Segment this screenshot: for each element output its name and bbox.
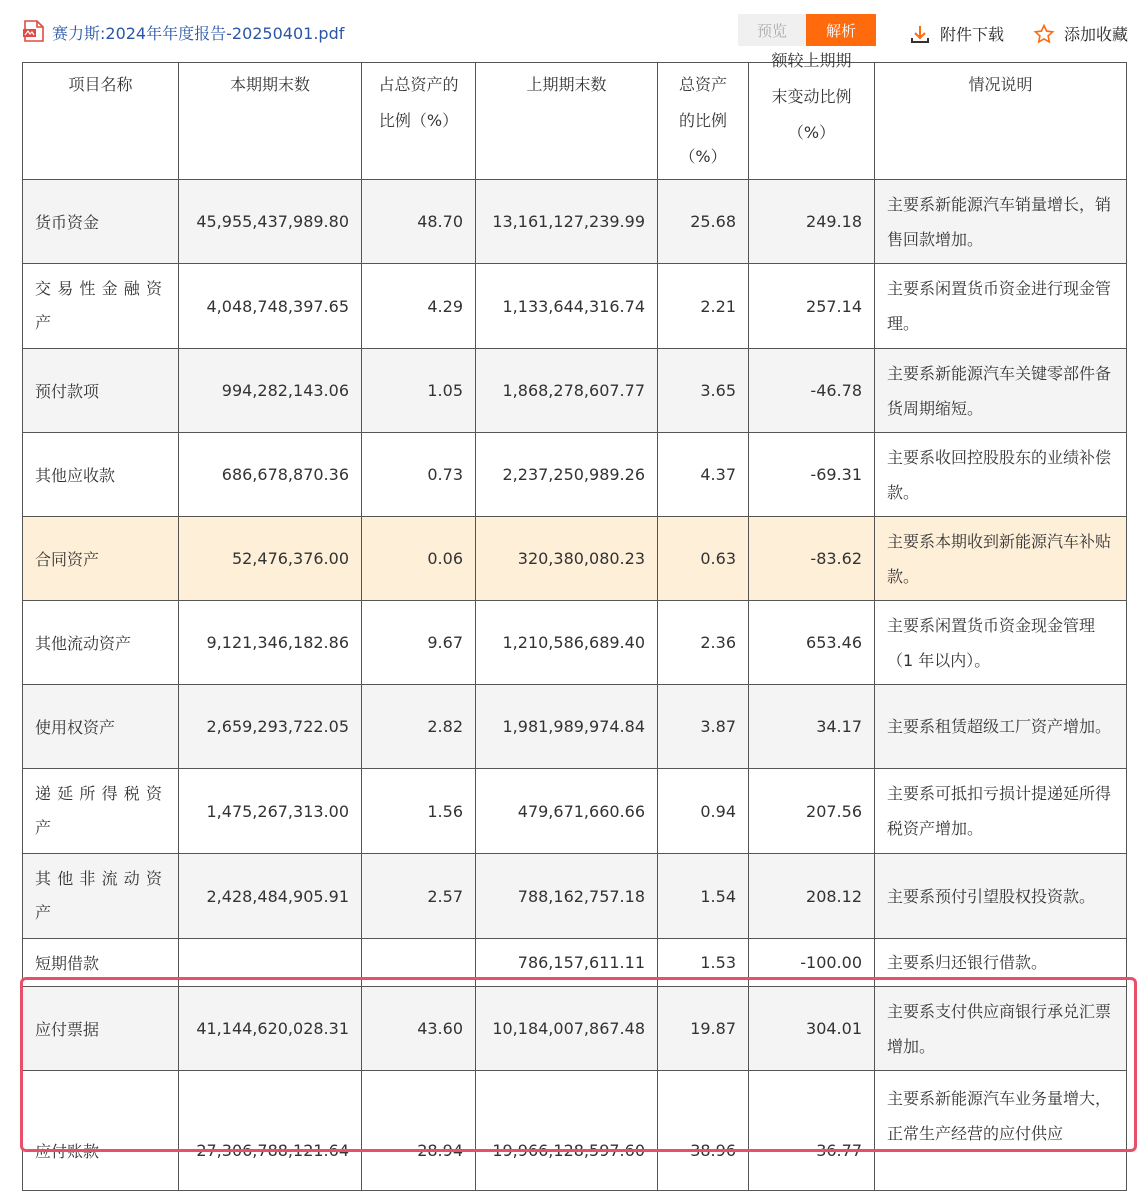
cell-note: 主要系新能源汽车业务量增大，正常生产经营的应付供应 (875, 1071, 1127, 1191)
table-row (23, 349, 1127, 433)
header-current-ratio: 占总资产的 比例（%） (362, 63, 476, 180)
cell-item-name: 交易性金融资产 (23, 264, 179, 349)
cell-previous-amount: 19,966,128,597.60 (476, 1071, 658, 1191)
header-change-ratio: 额较上期期 末变动比例 （%） (749, 63, 875, 180)
cell-item-name: 货币资金 (23, 180, 179, 264)
cell-item-name: 其他应收款 (23, 433, 179, 517)
cell-current-amount: 9,121,346,182.86 (179, 601, 362, 685)
cell-change-ratio: 208.12 (749, 854, 875, 939)
cell-item-name: 预付款项 (23, 349, 179, 433)
cell-current-amount: 2,659,293,722.05 (179, 685, 362, 769)
cell-previous-amount: 788,162,757.18 (476, 854, 658, 939)
cell-current-ratio: 0.06 (362, 517, 476, 601)
table-row (23, 433, 1127, 517)
cell-change-ratio: 34.17 (749, 685, 875, 769)
table-row (23, 601, 1127, 685)
cell-previous-amount: 1,981,989,974.84 (476, 685, 658, 769)
cell-previous-ratio: 4.37 (658, 433, 749, 517)
cell-previous-ratio: 2.36 (658, 601, 749, 685)
cell-current-amount: 27,306,788,121.64 (179, 1071, 362, 1191)
cell-item-name: 应付票据 (23, 987, 179, 1071)
cell-note: 主要系预付引望股权投资款。 (875, 854, 1127, 939)
cell-change-ratio: 207.56 (749, 769, 875, 854)
cell-change-ratio: 304.01 (749, 987, 875, 1071)
table-row (23, 987, 1127, 1071)
asset-liability-table-container (22, 51, 1126, 1161)
cell-current-ratio: 43.60 (362, 987, 476, 1071)
cell-current-amount: 4,048,748,397.65 (179, 264, 362, 349)
cell-current-amount: 45,955,437,989.80 (179, 180, 362, 264)
cell-item-name: 递延所得税资产 (23, 769, 179, 854)
cell-note: 主要系新能源汽车关键零部件备货周期缩短。 (875, 349, 1127, 433)
cell-note: 主要系本期收到新能源汽车补贴款。 (875, 517, 1127, 601)
cell-current-ratio: 4.29 (362, 264, 476, 349)
table-row (23, 1071, 1127, 1191)
table-row (23, 180, 1127, 264)
cell-previous-amount: 320,380,080.23 (476, 517, 658, 601)
cell-previous-amount: 1,210,586,689.40 (476, 601, 658, 685)
cell-current-ratio: 9.67 (362, 601, 476, 685)
table-row (23, 854, 1127, 939)
cell-current-ratio: 0.73 (362, 433, 476, 517)
cell-current-ratio: 48.70 (362, 180, 476, 264)
cell-previous-ratio: 1.54 (658, 854, 749, 939)
header-note: 情况说明 (875, 63, 1127, 180)
cell-previous-ratio: 0.94 (658, 769, 749, 854)
add-favorite-button[interactable] (1034, 22, 1128, 45)
cell-current-amount: 994,282,143.06 (179, 349, 362, 433)
cell-current-ratio: 2.57 (362, 854, 476, 939)
cell-previous-ratio: 0.63 (658, 517, 749, 601)
cell-previous-amount: 786,157,611.11 (476, 939, 658, 987)
cell-previous-ratio: 38.96 (658, 1071, 749, 1191)
cell-change-ratio: -100.00 (749, 939, 875, 987)
view-mode-toggle (738, 14, 876, 46)
cell-change-ratio: 36.77 (749, 1071, 875, 1191)
header-item-name: 项目名称 (23, 63, 179, 180)
cell-current-ratio (362, 939, 476, 987)
cell-note: 主要系闲置货币资金进行现金管理。 (875, 264, 1127, 349)
cell-previous-amount: 479,671,660.66 (476, 769, 658, 854)
favorite-label: 添加收藏 (1064, 25, 1129, 44)
cell-change-ratio: 653.46 (749, 601, 875, 685)
table-row (23, 264, 1127, 349)
cell-previous-amount: 2,237,250,989.26 (476, 433, 658, 517)
cell-current-amount: 1,475,267,313.00 (179, 769, 362, 854)
top-bar (0, 0, 1143, 62)
table-row (23, 769, 1127, 854)
preview-button[interactable]: 预览 (738, 14, 806, 46)
cell-previous-ratio: 3.65 (658, 349, 749, 433)
table-row (23, 939, 1127, 987)
cell-change-ratio: 249.18 (749, 180, 875, 264)
cell-note: 主要系支付供应商银行承兑汇票增加。 (875, 987, 1127, 1071)
cell-current-amount: 41,144,620,028.31 (179, 987, 362, 1071)
cell-note: 主要系收回控股股东的业绩补偿款。 (875, 433, 1127, 517)
cell-note: 主要系归还银行借款。 (875, 939, 1127, 987)
cell-note: 主要系租赁超级工厂资产增加。 (875, 685, 1127, 769)
cell-current-ratio: 1.05 (362, 349, 476, 433)
cell-previous-ratio: 25.68 (658, 180, 749, 264)
cell-previous-amount: 10,184,007,867.48 (476, 987, 658, 1071)
asset-liability-table (22, 51, 1127, 1191)
table-row-highlighted[interactable] (23, 517, 1127, 601)
download-label: 附件下载 (940, 25, 1005, 44)
header-previous-ratio: 总资产 的比例 （%） (658, 63, 749, 180)
cell-change-ratio: -46.78 (749, 349, 875, 433)
header-previous-amount: 上期期末数 (476, 63, 658, 180)
cell-current-amount: 686,678,870.36 (179, 433, 362, 517)
cell-item-name: 合同资产 (23, 517, 179, 601)
cell-current-ratio: 28.94 (362, 1071, 476, 1191)
cell-previous-ratio: 2.21 (658, 264, 749, 349)
cell-current-ratio: 2.82 (362, 685, 476, 769)
cell-current-amount (179, 939, 362, 987)
cell-note: 主要系闲置货币资金现金管理（1 年以内）。 (875, 601, 1127, 685)
pdf-file-icon (22, 20, 46, 42)
parse-button[interactable]: 解析 (806, 14, 876, 46)
cell-change-ratio: -83.62 (749, 517, 875, 601)
cell-note: 主要系新能源汽车销量增长，销售回款增加。 (875, 180, 1127, 264)
cell-item-name: 使用权资产 (23, 685, 179, 769)
cell-item-name: 应付账款 (23, 1071, 179, 1191)
cell-current-amount: 52,476,376.00 (179, 517, 362, 601)
cell-note: 主要系可抵扣亏损计提递延所得税资产增加。 (875, 769, 1127, 854)
file-title[interactable]: 赛力斯:2024年年度报告-20250401.pdf (52, 24, 345, 43)
download-attachment-button[interactable] (910, 22, 1004, 45)
cell-previous-amount: 13,161,127,239.99 (476, 180, 658, 264)
table-header-row (23, 63, 1127, 180)
cell-item-name: 短期借款 (23, 939, 179, 987)
cell-previous-ratio: 3.87 (658, 685, 749, 769)
cell-previous-ratio: 1.53 (658, 939, 749, 987)
star-icon (1034, 24, 1054, 44)
cell-change-ratio: 257.14 (749, 264, 875, 349)
download-icon (910, 24, 930, 44)
cell-previous-amount: 1,868,278,607.77 (476, 349, 658, 433)
table-row (23, 685, 1127, 769)
cell-item-name: 其他非流动资产 (23, 854, 179, 939)
cell-previous-amount: 1,133,644,316.74 (476, 264, 658, 349)
cell-change-ratio: -69.31 (749, 433, 875, 517)
cell-previous-ratio: 19.87 (658, 987, 749, 1071)
cell-item-name: 其他流动资产 (23, 601, 179, 685)
cell-current-amount: 2,428,484,905.91 (179, 854, 362, 939)
header-current-amount: 本期期末数 (179, 63, 362, 180)
cell-current-ratio: 1.56 (362, 769, 476, 854)
